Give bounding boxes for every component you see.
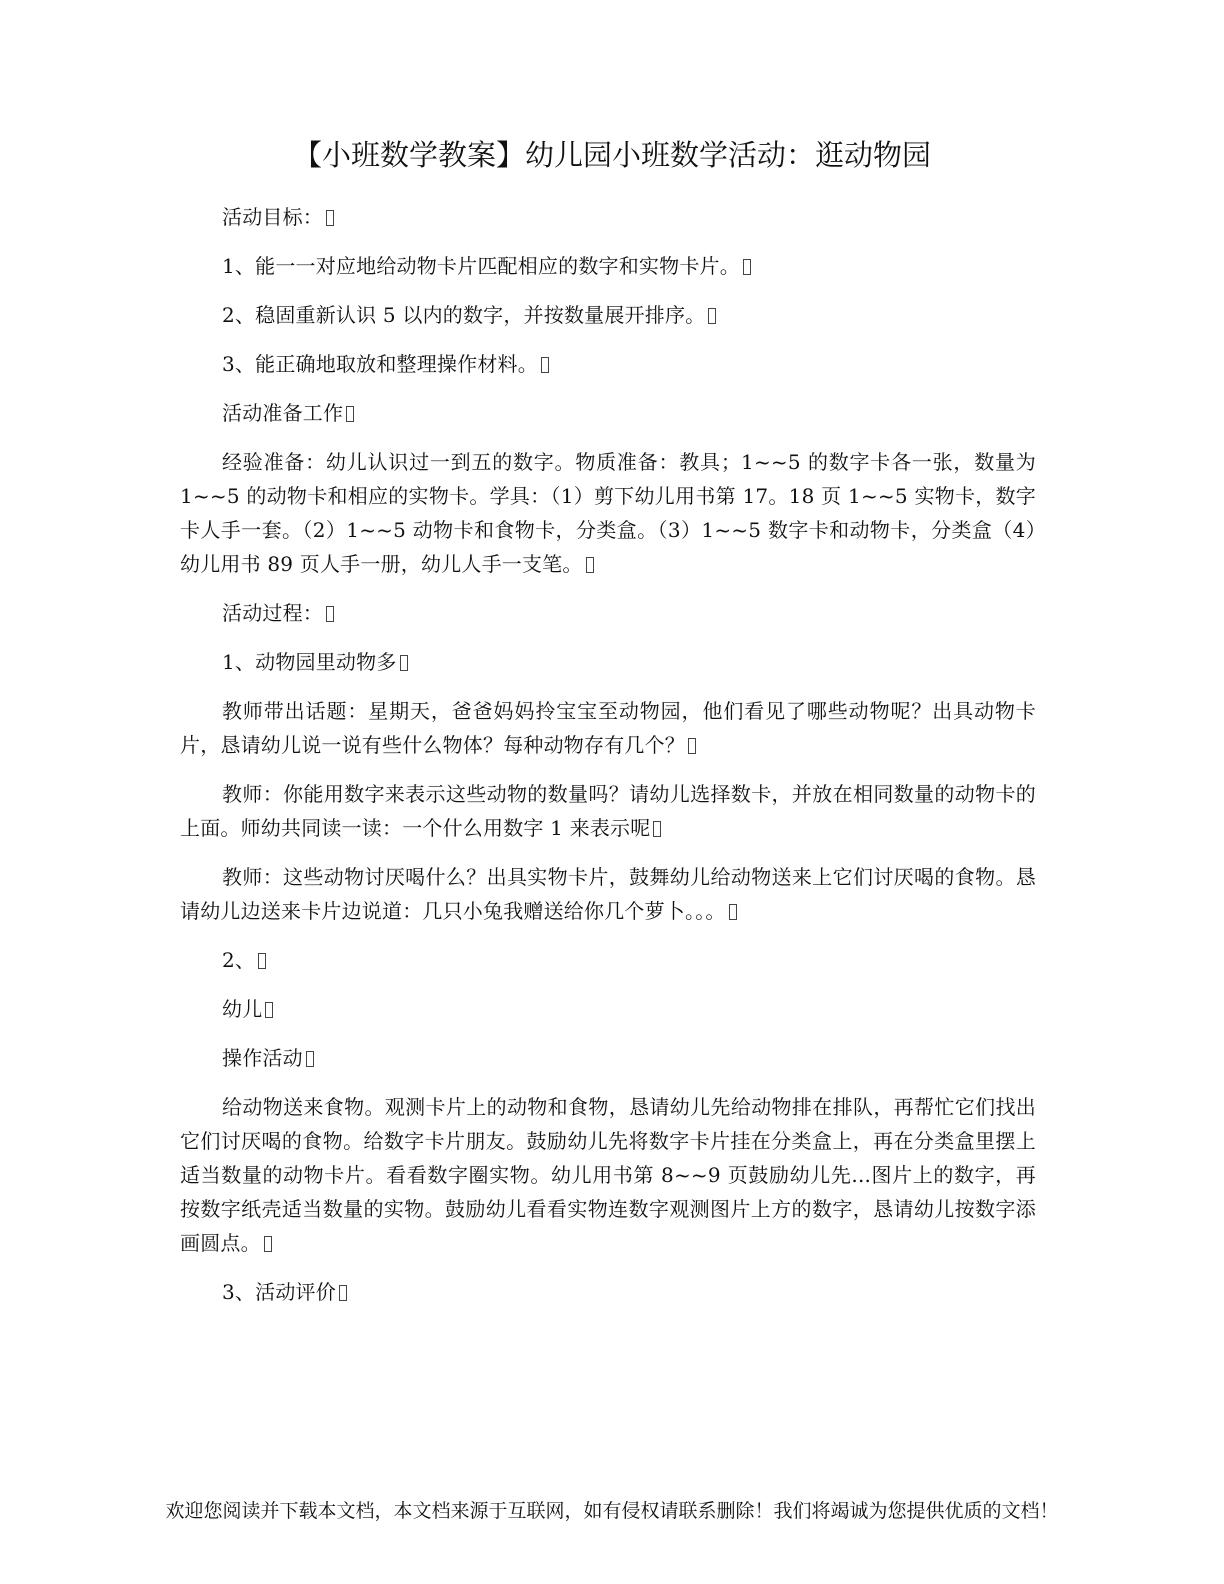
paragraph-step-3: 3、活动评价 [180,1275,1036,1309]
document-footer: 欢迎您阅读并下载本文档，本文档来源于互联网，如有侵权请联系删除！我们将竭诚为您提供优质的文档！ [165,1500,1059,1522]
paragraph-preparation-heading: 活动准备工作 [180,396,1036,430]
paragraph-mark-icon [743,259,751,275]
paragraph-mark-icon [264,1236,272,1252]
paragraph-teacher-intro: 教师带出话题：星期天，爸爸妈妈拎宝宝至动物园，他们看见了哪些动物呢？出具动物卡片，恳请幼儿说一说有些什么物体？每种动物存有几个？ [180,699,1036,757]
paragraph-goal-3: 3、能正确地取放和整理操作材料。 [180,347,1036,381]
paragraph-mark-icon [346,406,354,422]
paragraph-goal-2: 2、稳固重新认识 5 以内的数字，并按数量展开排序。 [180,298,1036,332]
paragraph-teacher-food: 教师：这些动物讨厌喝什么？出具实物卡片，鼓舞幼儿给动物送来上它们讨厌喝的食物。恳请幼儿边送来卡片边说道：几只小兔我赠送给你几个萝卜。。。 [180,865,1036,923]
paragraph-process-heading: 活动过程： [180,596,1036,630]
paragraph-children: 幼儿 [180,992,1036,1026]
paragraph-mark-icon [541,357,549,373]
paragraph-mark-icon [258,953,266,969]
paragraph-mark-icon [653,821,661,837]
paragraph-teacher-numbers: 教师：你能用数字来表示这些动物的数量吗？请幼儿选择数卡，并放在相同数量的动物卡的上面。师幼共同读一读：一个什么用数字 1 来表示呢 [180,782,1036,840]
paragraph-mark-icon [306,1051,314,1067]
paragraph-mark-icon [326,606,334,622]
paragraph-mark-icon [339,1285,347,1301]
paragraph-mark-icon [326,210,334,226]
paragraph-step-2: 2、 [180,943,1036,977]
paragraph-mark-icon [688,738,696,754]
paragraph-step-1: 1、动物园里动物多 [180,645,1036,679]
paragraph-operation-heading: 操作活动 [180,1041,1036,1075]
document-title: 【小班数学教案】幼儿园小班数学活动：逛动物园 [292,138,931,172]
paragraph-mark-icon [400,655,408,671]
paragraph-mark-icon [586,557,594,573]
paragraph-mark-icon [729,904,737,920]
paragraph-mark-icon [708,308,716,324]
paragraph-mark-icon [265,1002,273,1018]
paragraph-goal-1: 1、能一一对应地给动物卡片匹配相应的数字和实物卡片。 [180,249,1036,283]
paragraph-goals-heading: 活动目标： [180,200,1036,234]
paragraph-preparation-detail: 经验准备：幼儿认识过一到五的数字。物质准备：教具；1~~5 的数字卡各一张，数量为 1~~5 的动物卡和相应的实物卡。学具：（1）剪下幼儿用书第 17。18 页 1~~5 实物卡，数字卡人手一套。（2）1~~5 动物卡和食物卡，分类盒。（3）1~~5 数字卡和动物卡，分类盒（4）幼儿用书 89 页人手一册，幼儿人手一支笔。 [180,450,1036,576]
paragraph-operation-detail: 给动物送来食物。观测卡片上的动物和食物，恳请幼儿先给动物排在排队，再帮忙它们找出它们讨厌喝的食物。给数字卡片朋友。鼓励幼儿先将数字卡片挂在分类盒上，再在分类盒里摆上适当数量的动物卡片。看看数字圈实物。幼儿用书第 8~~9 页鼓励幼儿先...图片上的数字，再按数字纸壳适当数量的实物。鼓励幼儿看看实物连数字观测图片上方的数字，恳请幼儿按数字添画圆点。 [180,1095,1036,1255]
document-body [180,200,1036,1324]
